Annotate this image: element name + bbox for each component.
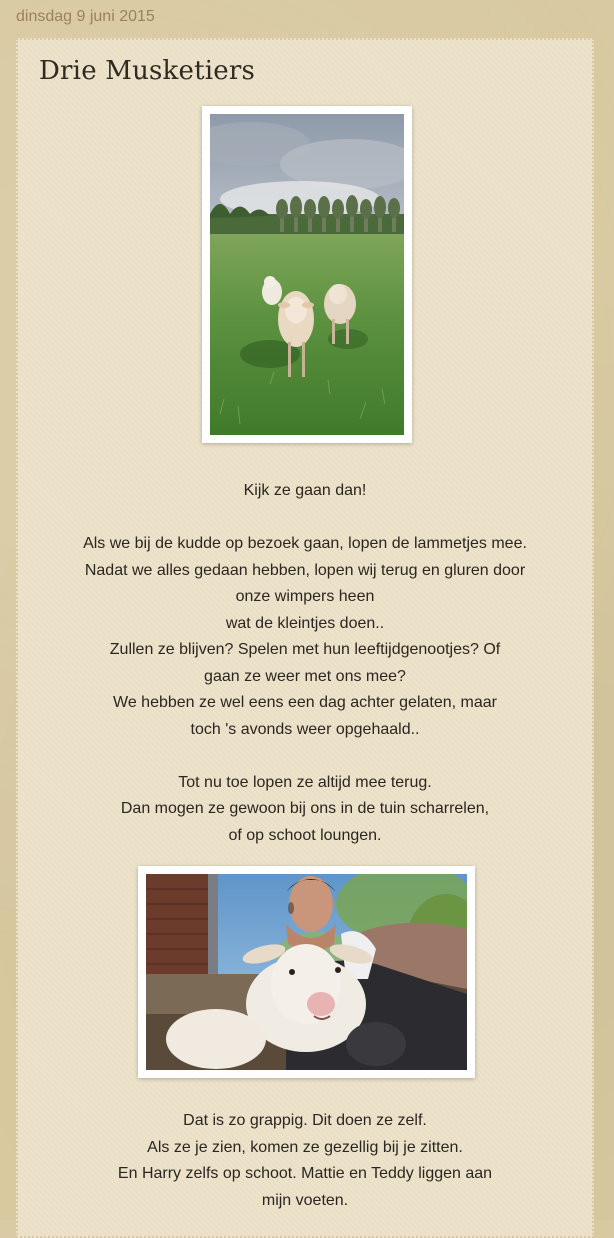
post-text-line: En Harry zelfs op schoot. Mattie en Teddy liggen aan [117,1165,493,1182]
post-text-line: toch 's avonds weer opgehaald.. [190,720,420,738]
post-text-line: onze wimpers heen [235,588,375,605]
post-text-line: wat de kleintjes doen.. [225,614,385,632]
lamb-on-lap-image [146,874,467,1070]
post-text-line: mijn voeten. [261,1191,349,1209]
post-text-line: Als we bij de kudde op bezoek gaan, lopen de lammetjes mee. [83,535,527,552]
post-text-line: Zullen ze blijven? Spelen met hun leeftijdgenootjes? Of [109,641,501,658]
post-text-line: of op schoot loungen. [228,826,382,844]
post-text-line: We hebben ze wel eens een dag achter gelaten, maar [113,694,497,711]
post-text-line: Kijk ze gaan dan! [243,482,367,499]
post-text-block-1 [18,478,592,849]
post-text-line: Tot nu toe lopen ze altijd mee terug. [178,773,432,791]
post-text-block-2 [18,1108,592,1214]
post-text-line: Dan mogen ze gewoon bij ons in de tuin scharrelen, [120,800,490,817]
blog-post [16,38,594,1238]
post-text-line: Als ze je zien, komen ze gezellig bij je zitten. [147,1138,463,1156]
lambs-field-image [210,114,404,435]
post-title[interactable]: Drie Musketiers [39,56,256,86]
post-text-line: Nadat we alles gedaan hebben, lopen wij terug en gluren door [84,561,526,579]
photo-lamb-on-lap[interactable] [138,866,475,1078]
post-text-line: gaan ze weer met ons mee? [204,667,406,685]
photo-lambs-in-field[interactable] [202,106,412,443]
post-text-line: Dat is zo grappig. Dit doen ze zelf. [183,1112,427,1129]
date-header: dinsdag 9 juni 2015 [16,8,155,25]
